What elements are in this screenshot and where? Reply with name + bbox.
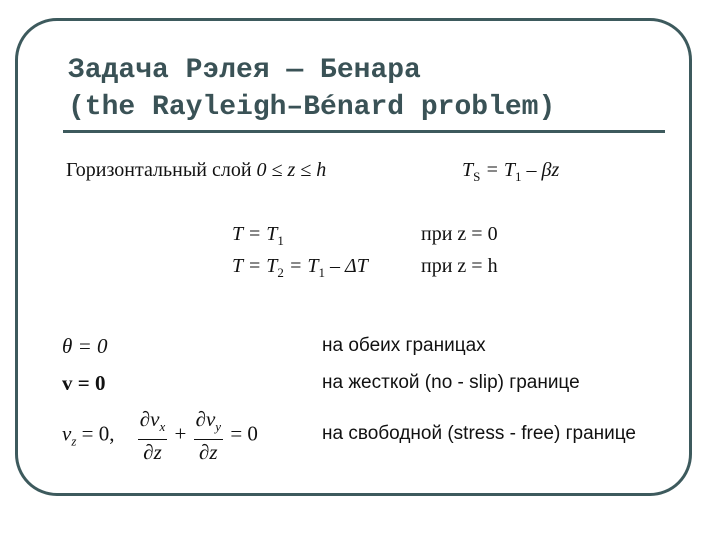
- profile-rhs-tail: – βz: [521, 159, 560, 181]
- equals-zero: = 0: [230, 421, 258, 446]
- plus-sign: +: [174, 421, 187, 446]
- bc-top-tail: – ΔT: [325, 255, 368, 277]
- bc-top-sub1: 1: [318, 265, 326, 280]
- stressfree-formula: [62, 407, 258, 467]
- dz-denominator: ∂z: [143, 440, 162, 465]
- title-line-2: (the Rayleigh–Bénard problem): [68, 92, 556, 123]
- fraction-dvy-dz: [194, 407, 224, 464]
- bc-top-text: T = T: [232, 255, 278, 277]
- vz-eq: = 0,: [76, 421, 115, 446]
- vz-symbol: v: [62, 421, 72, 446]
- noslip-text: на жесткой (no - slip) границе: [322, 372, 580, 393]
- bc-top-mid: = T: [283, 255, 319, 277]
- stressfree-text: на свободной (stress - free) границе: [322, 423, 636, 444]
- temperature-profile: [462, 158, 559, 189]
- vx-symbol: v: [150, 407, 160, 431]
- layer-statement: [66, 158, 326, 182]
- profile-rhs-sub: 1: [514, 169, 522, 184]
- layer-range: 0 ≤ z ≤ h: [256, 159, 327, 181]
- fraction-dvx-dz: [138, 407, 168, 464]
- profile-rhs: = T: [485, 159, 515, 181]
- bc-top-condition: при z = h: [421, 255, 498, 277]
- bc-top-sub2: 2: [277, 265, 284, 280]
- slide-title: [68, 52, 555, 126]
- partial-sym: ∂: [139, 407, 151, 431]
- vy-symbol: v: [205, 407, 216, 431]
- bc-bottom-formula: [232, 222, 284, 253]
- bc-bottom-condition: при z = 0: [421, 223, 498, 245]
- bc-bottom-text: T = T: [232, 223, 278, 245]
- dz-denominator-2: ∂z: [199, 440, 218, 465]
- title-underline: [63, 130, 665, 133]
- theta-condition-text: на обеих границах: [322, 335, 486, 356]
- profile-lhs: T: [462, 159, 474, 181]
- partial-sym-2: ∂: [195, 407, 206, 431]
- title-line-1: Задача Рэлея — Бенара: [68, 55, 421, 86]
- noslip-formula: v = 0: [62, 371, 106, 395]
- bc-bottom-sub: 1: [277, 233, 284, 248]
- layer-label: Горизонтальный слой: [66, 159, 252, 181]
- theta-condition-formula: θ = 0: [62, 334, 108, 358]
- profile-lhs-sub: S: [473, 169, 481, 184]
- vz-sub: z: [71, 433, 77, 449]
- vy-sub: y: [215, 419, 222, 435]
- bc-top-formula: [232, 254, 368, 285]
- vx-sub: x: [159, 419, 166, 435]
